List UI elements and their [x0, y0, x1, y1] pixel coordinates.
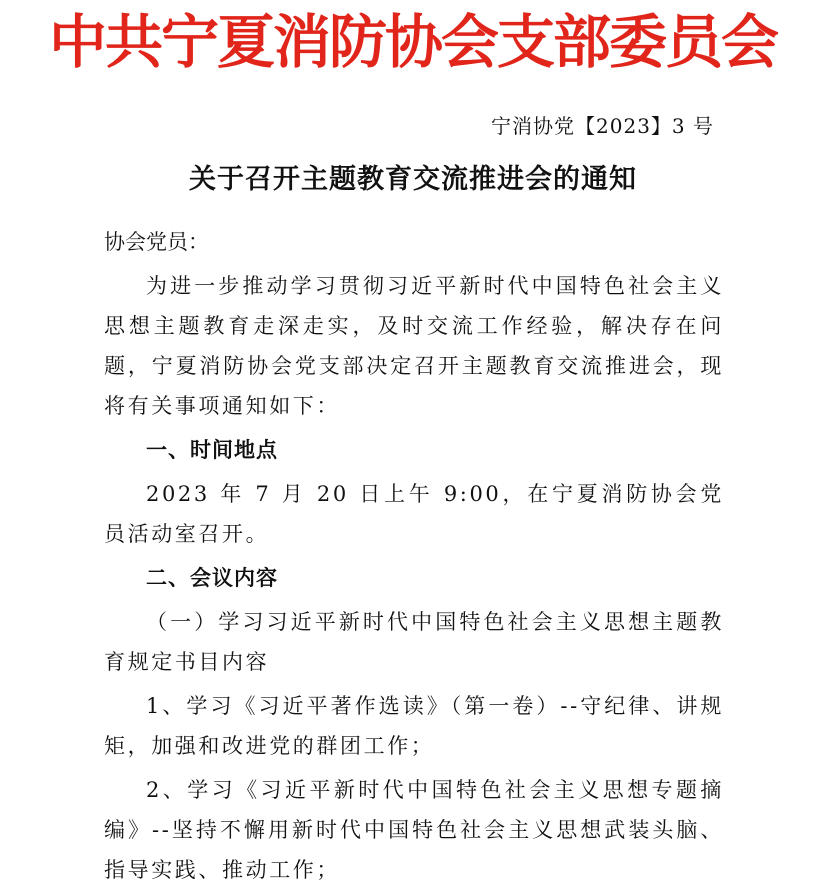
section-heading-content: 二、会议内容 — [146, 566, 278, 590]
document-number: 宁消协党【2023】3 号 — [491, 114, 714, 138]
list-item-2: 2、学习《习近平新时代中国特色社会主义思想专题摘编》--坚持不懈用新时代中国特色社会主义思想武装头脑、指导实践、推动工作； — [104, 778, 724, 882]
intro-paragraph: 为进一步推动学习贯彻习近平新时代中国特色社会主义思想主题教育走深走实，及时交流工作经验，解决存在问题，宁夏消防协会党支部决定召开主题教育交流推进会，现将有关事项通知如下： — [104, 274, 724, 418]
notice-title: 关于召开主题教育交流推进会的通知 — [189, 164, 637, 195]
org-header-title: 中共宁夏消防协会支部委员会 — [48, 8, 777, 76]
subsection-1-paragraph: （一）学习习近平新时代中国特色社会主义思想主题教育规定书目内容 — [104, 610, 724, 674]
notice-body — [104, 222, 724, 890]
salutation: 协会党员： — [104, 230, 209, 254]
time-place-paragraph: 2023 年 7 月 20 日上午 9:00，在宁夏消防协会党员活动室召开。 — [104, 482, 724, 546]
section-heading-time-place: 一、时间地点 — [146, 438, 278, 462]
list-item-1: 1、学习《习近平著作选读》（第一卷）--守纪律、讲规矩，加强和改进党的群团工作； — [104, 694, 724, 758]
